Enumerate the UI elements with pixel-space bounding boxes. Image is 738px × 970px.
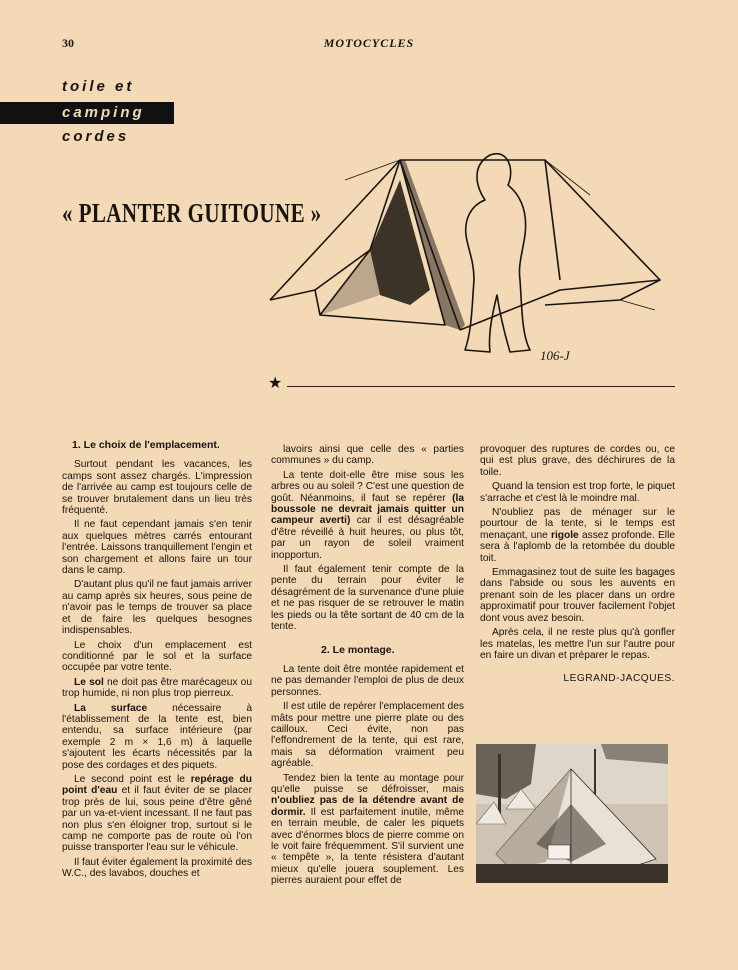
paragraph-text: Tendez bien la tente au montage pour qu'elle puisse se défroisser, mais	[271, 772, 464, 795]
star-icon: ★	[268, 375, 283, 392]
paragraph	[271, 773, 464, 887]
rubric-line-2: camping	[0, 102, 174, 124]
paragraph	[62, 774, 252, 854]
bold-term: repérage du point d'eau	[62, 773, 252, 797]
bold-term: n'oubliez pas de la détendre avant de dormir.	[271, 795, 464, 818]
paragraph: Quand la tension est trop forte, le piquet s'arrache et c'est là le moindre mal.	[480, 481, 675, 504]
paragraph: Le choix d'un emplacement est conditionné par le sol et la surface occupée par votre tente.	[62, 639, 252, 674]
rubric-line-3: cordes	[62, 128, 130, 145]
bold-term: (la boussole ne devrait jamais quitter un campeur averti)	[271, 492, 464, 527]
paragraph-text: nécessaire à l'établissement de la tente est, bien entendu, sa surface intérieure (par exemple 2 m × 1,6 m) à laquelle s'ajoutent les écarts nécessités par la pose des cordages et des piquets.	[62, 702, 252, 771]
paragraph	[271, 470, 464, 561]
paragraph-text: N'oubliez pas de ménager sur le pourtour de la tente, si le temps est menaçant, une	[480, 507, 675, 541]
paragraph-text: et il faut éviter de se placer trop près de lui, sous peine d'être gêné par un va-et-vient incessant. Il ne faut pas non plus s'en éloigner trop, surtout si le camp ne comporte pas de route où l'on puisse transporter l'eau sur le véhicule.	[62, 785, 252, 854]
illustrator-signature: 106-J	[540, 348, 570, 363]
article-column-2	[271, 444, 464, 890]
magazine-title: MOTOCYCLES	[323, 36, 415, 50]
article-column-3	[480, 444, 675, 685]
paragraph: Emmagasinez tout de suite les bagages dans l'abside ou sous les auvents en prenant soin de les placer dans un ordre approximatif pour trouver facilement l'objet dont vous avez besoin.	[480, 567, 675, 624]
page-number: 30	[62, 36, 74, 50]
separator-rule	[287, 386, 675, 387]
paragraph: provoquer des ruptures de cordes ou, ce qui est plus grave, des déchirures de la toile.	[480, 444, 675, 478]
paragraph: lavoirs ainsi que celle des « parties communes » du camp.	[271, 444, 464, 467]
paragraph: Il faut éviter également la proximité des W.C., des lavabos, douches et	[62, 856, 252, 880]
section-heading-2: 2. Le montage.	[321, 643, 395, 656]
paragraph: Il est utile de repérer l'emplacement des mâts pour mettre une pierre plate ou des cailloux. Ceci évite, non pas l'effondrement de la tente, qui est rare, mais sa déformation vraiment peu agréable.	[271, 701, 464, 770]
paragraph-text: ne doit pas être marécageux ou trop humide, ni non plus trop pierreux.	[62, 676, 252, 700]
paragraph-text: La tente doit-elle être mise sous les arbres ou au soleil ? C'est une question de goût. Néanmoins, il faut se repérer	[271, 469, 464, 504]
paragraph: D'autant plus qu'il ne faut jamais arriver au camp après six heures, sous peine de n'avoir pas le temps de trouver sa place et de faire les quelques besognes indispensables.	[62, 579, 252, 637]
article-title: « PLANTER GUITOUNE »	[62, 198, 322, 228]
paragraph: Il faut également tenir compte de la pente du terrain pour éviter le désagrément de la survenance d'une pluie et ne pas risquer de se retrouver le matin les pieds ou la tête sortant de 40 cm de la tente.	[271, 564, 464, 633]
tent-illustration	[260, 140, 680, 372]
paragraph-text: Il est parfaitement inutile, même en terrain meuble, de caler les piquets avec d'énormes blocs de pierre comme on le voit faire fréquemment. S'il survient une « tempête », la tente résistera d'autant mieux qu'elle jouera souplement. Les pierres auraient pour effet de	[271, 806, 464, 887]
paragraph	[480, 507, 675, 564]
bold-term: Le sol	[74, 676, 104, 688]
article-column-1	[62, 440, 252, 883]
tent-photo	[476, 744, 668, 883]
rubric-line-1: toile et	[62, 78, 135, 95]
paragraph: Il ne faut cependant jamais s'en tenir aux quelques mètres carrés entourant l'entrée. Laissons tranquillement l'engin et son chargement et allons faire un tour dans le camp.	[62, 519, 252, 577]
section-heading-1: 1. Le choix de l'emplacement.	[72, 439, 220, 451]
paragraph-text: Le second point est le	[74, 773, 191, 785]
paragraph: Après cela, il ne reste plus qu'à gonfler les matelas, les mettre l'un sur l'autre pour en faire un divan et préparer le repas.	[480, 627, 675, 661]
bold-term: rigole	[550, 529, 579, 541]
bold-term: La surface	[74, 702, 148, 714]
author-signature: LEGRAND-JACQUES.	[563, 673, 675, 685]
paragraph: La tente doit être montée rapidement et ne pas demander l'emploi de plus de deux personnes.	[271, 663, 464, 698]
paragraph	[62, 703, 252, 771]
paragraph-text: assez profonde. Elle sera à l'aplomb de la retombée du double toit.	[480, 529, 675, 564]
paragraph: Surtout pendant les vacances, les camps sont assez chargés. L'impression de l'arrivée au camp est toujours celle de se trouver brutalement dans un lieu très fréquenté.	[62, 459, 252, 517]
paragraph	[62, 677, 252, 700]
paragraph-text: car il est désagréable d'être réveillé à huit heures, ou plus tôt, par un rayon de soleil vraiment inopportun.	[271, 515, 465, 561]
